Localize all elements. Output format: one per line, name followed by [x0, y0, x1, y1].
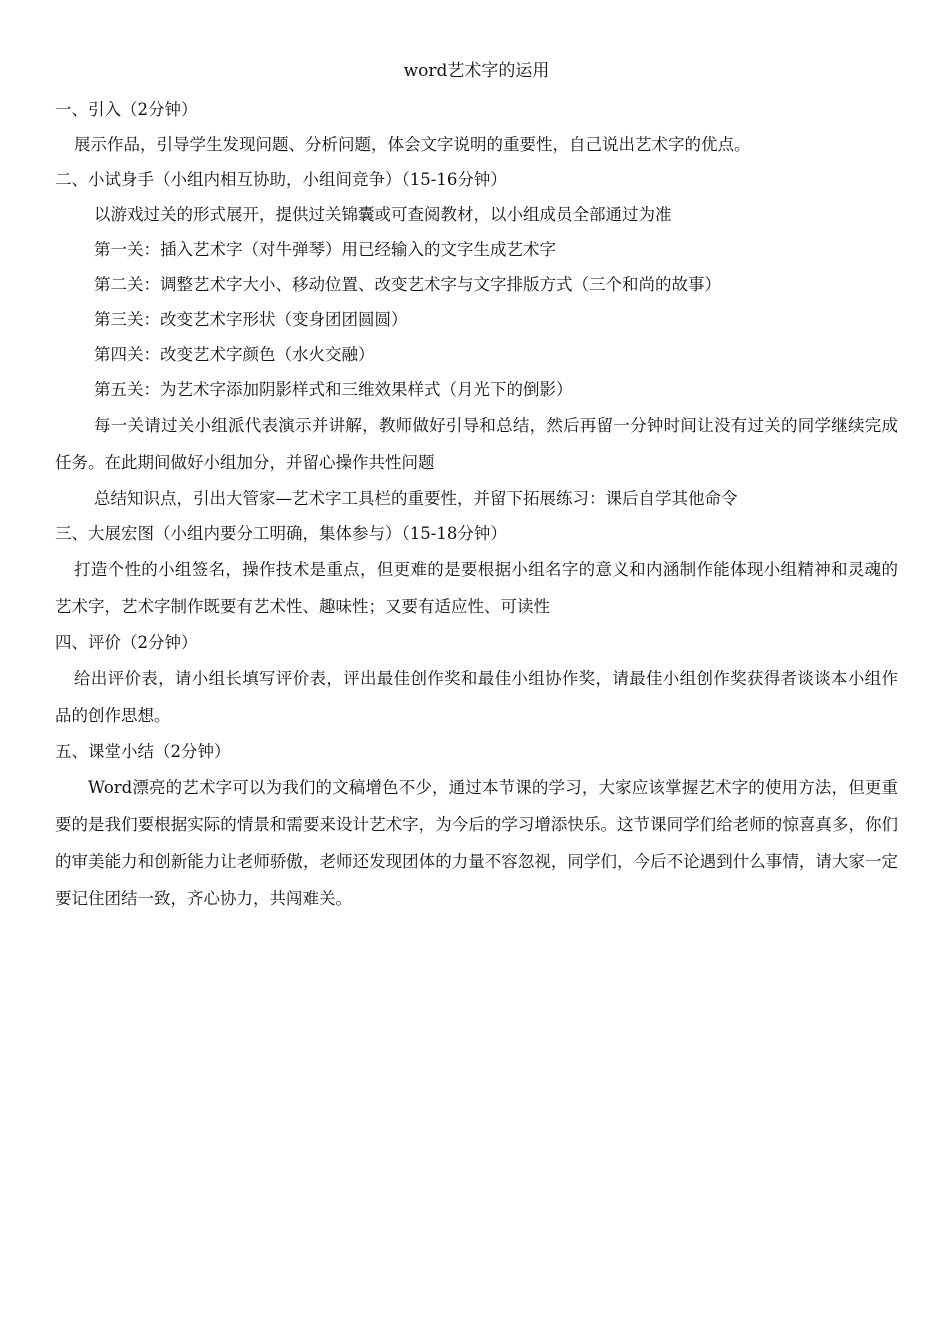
section-text-summary: Word漂亮的艺术字可以为我们的文稿增色不少，通过本节课的学习，大家应该掌握艺术字的使用方法，但更重要的是我们要根据实际的情景和需要来设计艺术字，为今后的学习增添快乐。这节课同学们给老师的惊喜真多，你们的审美能力和创新能力让老师骄傲，老师还发现团体的力量不容忽视，同学们，今后不论遇到什么事情，请大家一定要记住团结一致，齐心协力，共闯难关。	[55, 778, 898, 908]
practice-level-3: 第三关：改变艺术字形状（变身团团圆圆）	[94, 310, 408, 329]
section-text-showcase: 打造个性的小组签名，操作技术是重点，但更难的是要根据小组名字的意义和内涵制作能体现小组精神和灵魂的艺术字，艺术字制作既要有艺术性、趣味性；又要有适应性、可读性	[55, 560, 898, 616]
practice-level-1: 第一关：插入艺术字（对牛弹琴）用已经输入的文字生成艺术字	[94, 240, 556, 259]
section-text-evaluation: 给出评价表，请小组长填写评价表，评出最佳创作奖和最佳小组协作奖，请最佳小组创作奖获得者谈谈本小组作品的创作思想。	[55, 669, 898, 725]
document-title: word艺术字的运用	[403, 61, 550, 81]
practice-level-5: 第五关：为艺术字添加阴影样式和三维效果样式（月光下的倒影）	[94, 380, 573, 399]
practice-level-4: 第四关：改变艺术字颜色（水火交融）	[94, 345, 375, 364]
section-heading-practice: 二、小试身手（小组内相互协助，小组间竞争）（15-16分钟）	[55, 170, 507, 189]
section-heading-evaluation: 四、评价（2分钟）	[55, 633, 198, 652]
section-heading-summary: 五、课堂小结（2分钟）	[55, 742, 231, 761]
practice-intro: 以游戏过关的形式展开，提供过关锦囊或可查阅教材，以小组成员全部通过为准	[94, 205, 672, 224]
section-heading-showcase: 三、大展宏图（小组内要分工明确，集体参与）（15-18分钟）	[55, 524, 507, 543]
section-text-intro: 展示作品，引导学生发现问题、分析问题，体会文字说明的重要性，自己说出艺术字的优点。	[74, 135, 751, 154]
section-heading-intro: 一、引入（2分钟）	[55, 100, 198, 119]
practice-level-2: 第二关：调整艺术字大小、移动位置、改变艺术字与文字排版方式（三个和尚的故事）	[94, 275, 721, 294]
practice-note: 每一关请过关小组派代表演示并讲解，教师做好引导和总结，然后再留一分钟时间让没有过关的同学继续完成任务。在此期间做好小组加分，并留心操作共性问题	[55, 416, 898, 472]
practice-summary: 总结知识点，引出大管家—艺术字工具栏的重要性，并留下拓展练习：课后自学其他命令	[94, 489, 738, 508]
